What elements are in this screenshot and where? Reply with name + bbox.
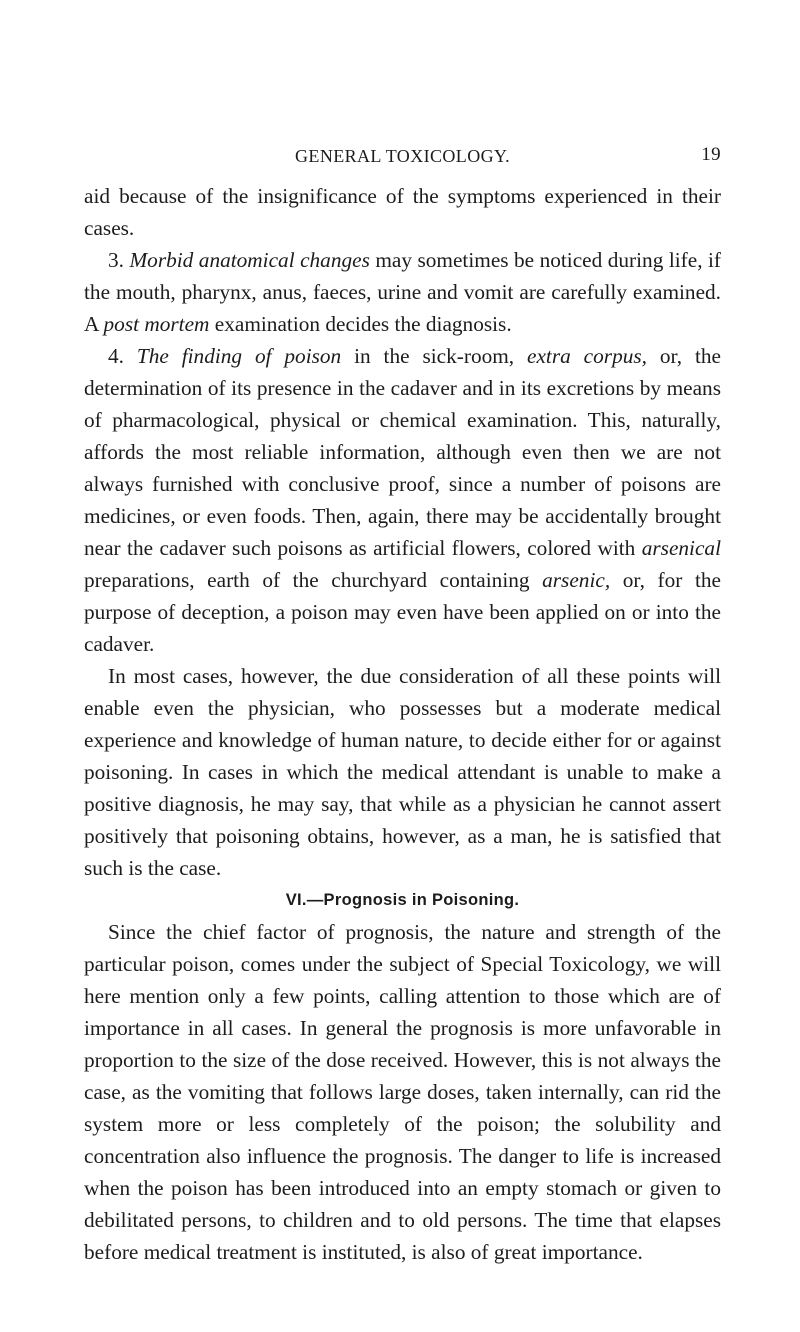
italic-term: arsenical <box>641 536 721 560</box>
paragraph-consideration: In most cases, however, the due consideration of all these points will enable even the physician, who possesses but a moderate medical experience and knowledge of human nature, to decide either for or against poisoning. In cases in which the medical attendant is unable to make a positive diagnosis, he may say, that while as a physician he cannot assert positively that poisoning obtains, however, as a man, he is satisfied that such is the case. <box>84 664 721 880</box>
paragraph-text: preparations, earth of the churchyard containing <box>84 568 543 592</box>
page-number: 19 <box>701 144 721 165</box>
italic-term: The finding of poison <box>136 344 342 368</box>
italic-term: extra corpus, <box>527 344 647 368</box>
italic-term: Morbid anatomical changes <box>129 248 370 272</box>
paragraph-text: examination decides the diagnosis. <box>209 312 512 336</box>
running-head <box>84 146 721 180</box>
section-heading: VI.—Prognosis in Poisoning. <box>285 891 520 909</box>
item-number: 3. <box>108 248 130 272</box>
running-title: GENERAL TOXICOLOGY. <box>295 146 510 166</box>
paragraph-continuation: aid because of the insignificance of the symptoms experienced in their cases. <box>84 184 721 240</box>
paragraph-morbid-changes <box>84 244 721 340</box>
paragraph-text: in the sick-room, <box>341 344 528 368</box>
body-text <box>84 180 721 1268</box>
paragraph-finding-poison <box>84 340 721 660</box>
paragraph-text: may sometimes be noticed during life, if the mouth, pharynx, anus, faeces, urine and vomit are carefully examined. A <box>84 248 721 336</box>
italic-term: arsenic, <box>542 568 611 592</box>
paragraph-text: or, for the purpose of deception, a poison may even have been applied on or into the cadaver. <box>84 568 721 656</box>
item-number: 4. <box>108 344 137 368</box>
paragraph-text: or, the determination of its presence in the cadaver and in its excretions by means of pharmacological, physical or chemical examination. This, naturally, affords the most reliable information, although even then we are not always furnished with conclusive proof, since a number of poisons are medicines, or even foods. Then, again, there may be accidentally brought near the cadaver such poisons as artificial flowers, colored with <box>84 344 721 560</box>
paragraph-prognosis: Since the chief factor of prognosis, the nature and strength of the particular poison, comes under the subject of Special Toxicology, we will here mention only a few points, calling attention to those which are of importance in all cases. In general the prognosis is more unfavorable in proportion to the size of the dose received. However, this is not always the case, as the vomiting that follows large doses, taken internally, can rid the system more or less completely of the poison; the solubility and concentration also influence the prognosis. The danger to life is increased when the poison has been introduced into an empty stomach or given to debilitated persons, to children and to old persons. The time that elapses before medical treatment is instituted, is also of great importance. <box>84 920 721 1264</box>
book-page <box>84 146 721 1268</box>
italic-term: post mortem <box>103 312 210 336</box>
